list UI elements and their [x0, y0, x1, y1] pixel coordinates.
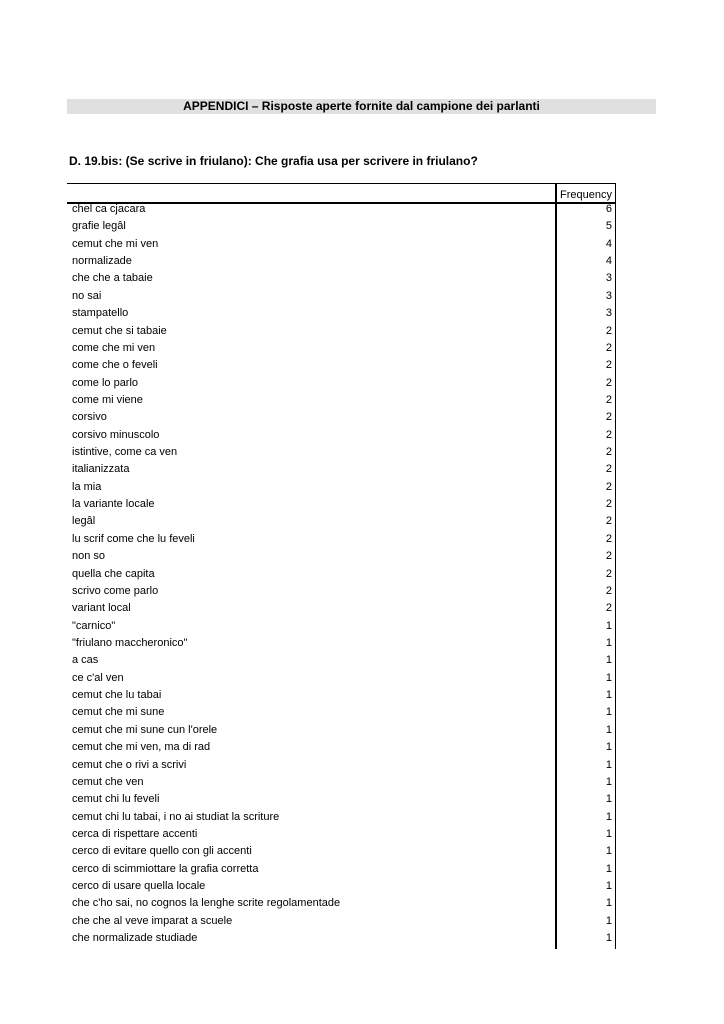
table-row [67, 306, 616, 323]
frequency-column-header: Frequency [560, 189, 612, 201]
table-row [67, 862, 616, 879]
response-label: non so [72, 550, 106, 563]
frequency-value: 3 [605, 289, 612, 302]
response-label: quella che capita [72, 567, 155, 580]
table-body [67, 202, 616, 948]
table-row [67, 653, 616, 670]
response-label: cemut che mi sune [72, 706, 165, 719]
response-label: cemut che ven [72, 775, 144, 788]
response-label: cerca di rispettare accenti [72, 827, 198, 840]
frequency-value: 1 [605, 862, 612, 875]
table-row [67, 792, 616, 809]
frequency-value: 2 [605, 359, 612, 372]
response-label: cemut che o rivi a scrivi [72, 758, 187, 771]
question-heading: D. 19.bis: (Se scrive in friulano): Che grafia usa per scrivere in friulano? [69, 154, 478, 168]
frequency-value: 1 [605, 758, 612, 771]
frequency-value: 2 [605, 480, 612, 493]
frequency-value: 2 [605, 550, 612, 563]
table-row [67, 723, 616, 740]
table-row [67, 514, 616, 531]
table-row [67, 428, 616, 445]
table-row [67, 775, 616, 792]
response-label: che c'ho sai, no cognos la lenghe scrite regolamentade [72, 897, 341, 910]
frequency-value: 1 [605, 897, 612, 910]
response-label: cemut chi lu feveli [72, 793, 160, 806]
frequency-value: 1 [605, 723, 612, 736]
frequency-value: 1 [605, 689, 612, 702]
table-row [67, 810, 616, 827]
table-row [67, 410, 616, 427]
response-label: "friulano maccheronico" [72, 636, 188, 649]
response-label: a cas [72, 654, 99, 667]
response-label: come che o feveli [72, 359, 158, 372]
frequency-value: 2 [605, 515, 612, 528]
response-label: cemut che mi sune cun l'orele [72, 723, 218, 736]
response-label: cerco di scimmiottare la grafia corretta [72, 862, 259, 875]
frequency-value: 2 [605, 446, 612, 459]
frequency-value: 1 [605, 827, 612, 840]
frequency-value: 4 [605, 255, 612, 268]
table-row [67, 584, 616, 601]
table-row [67, 219, 616, 236]
response-label: italianizzata [72, 463, 130, 476]
response-label: cemut che mi ven, ma di rad [72, 741, 211, 754]
table-row [67, 480, 616, 497]
table-row [67, 758, 616, 775]
frequency-value: 2 [605, 567, 612, 580]
response-label: che che a tabaie [72, 272, 153, 285]
frequency-value: 5 [605, 220, 612, 233]
response-label: grafie legâl [72, 220, 126, 233]
response-label: legâl [72, 515, 96, 528]
table-row [67, 237, 616, 254]
response-label: che che al veve imparat a scuele [72, 914, 233, 927]
table-row [67, 271, 616, 288]
frequency-value: 1 [605, 654, 612, 667]
frequency-value: 1 [605, 619, 612, 632]
response-label: cemut che lu tabai [72, 689, 162, 702]
response-label: cemut che mi ven [72, 237, 159, 250]
table-row [67, 358, 616, 375]
frequency-value: 1 [605, 793, 612, 806]
table-row [67, 497, 616, 514]
frequency-value: 1 [605, 671, 612, 684]
table-row [67, 844, 616, 861]
frequency-value: 2 [605, 463, 612, 476]
response-label: come che mi ven [72, 341, 156, 354]
frequency-value: 2 [605, 341, 612, 354]
response-label: cerco di usare quella locale [72, 880, 206, 893]
frequency-value: 1 [605, 880, 612, 893]
frequency-value: 6 [605, 203, 612, 215]
response-label: come mi viene [72, 393, 143, 406]
table-row [67, 254, 616, 271]
frequency-value: 1 [605, 810, 612, 823]
frequency-value: 4 [605, 237, 612, 250]
table-top-rule [67, 183, 616, 184]
table-row [67, 601, 616, 618]
frequency-value: 1 [605, 932, 612, 945]
table-row [67, 549, 616, 566]
frequency-value: 2 [605, 602, 612, 615]
frequency-value: 2 [605, 393, 612, 406]
response-label: chel ca cjacara [72, 203, 146, 215]
table-row [67, 671, 616, 688]
response-label: "carnico" [72, 619, 116, 632]
frequency-value: 3 [605, 307, 612, 320]
table-row [67, 896, 616, 913]
response-label: la mia [72, 480, 102, 493]
frequency-value: 1 [605, 741, 612, 754]
table-row [67, 376, 616, 393]
response-label: come lo parlo [72, 376, 139, 389]
frequency-value: 2 [605, 376, 612, 389]
frequency-value: 2 [605, 532, 612, 545]
table-row [67, 567, 616, 584]
frequency-value: 1 [605, 914, 612, 927]
table-row [67, 289, 616, 306]
table-row [67, 462, 616, 479]
response-label: stampatello [72, 307, 129, 320]
response-label: corsivo minuscolo [72, 428, 160, 441]
table-row [67, 393, 616, 410]
response-label: lu scrif come che lu feveli [72, 532, 195, 545]
table-row [67, 705, 616, 722]
response-label: scrivo come parlo [72, 584, 159, 597]
frequency-value: 1 [605, 775, 612, 788]
table-row [67, 914, 616, 931]
table-row [67, 445, 616, 462]
response-label: cemut che si tabaie [72, 324, 167, 337]
table-row [67, 688, 616, 705]
frequency-value: 1 [605, 706, 612, 719]
table-row [67, 879, 616, 896]
table-row [67, 324, 616, 341]
response-label: istintive, come ca ven [72, 446, 178, 459]
response-label: che normalizade studiade [72, 932, 198, 945]
frequency-value: 2 [605, 411, 612, 424]
frequency-value: 2 [605, 428, 612, 441]
frequency-value: 2 [605, 324, 612, 337]
table-row [67, 636, 616, 653]
response-label: cemut chi lu tabai, i no ai studiat la scriture [72, 810, 280, 823]
response-label: ce c'al ven [72, 671, 124, 684]
table-row [67, 532, 616, 549]
frequency-value: 1 [605, 845, 612, 858]
response-label: no sai [72, 289, 102, 302]
response-label: cerco di evitare quello con gli accenti [72, 845, 252, 858]
table-row [67, 827, 616, 844]
table-row [67, 341, 616, 358]
response-label: normalizade [72, 255, 132, 268]
response-label: variant local [72, 602, 131, 615]
table-row [67, 931, 616, 948]
response-label: corsivo [72, 411, 107, 424]
frequency-table [67, 183, 616, 949]
frequency-value: 2 [605, 584, 612, 597]
table-row [67, 619, 616, 636]
frequency-value: 2 [605, 498, 612, 511]
response-label: la variante locale [72, 498, 155, 511]
frequency-value: 3 [605, 272, 612, 285]
table-row [67, 740, 616, 757]
table-row [67, 202, 616, 219]
frequency-value: 1 [605, 636, 612, 649]
section-title: APPENDICI – Risposte aperte fornite dal campione dei parlanti [67, 99, 656, 114]
